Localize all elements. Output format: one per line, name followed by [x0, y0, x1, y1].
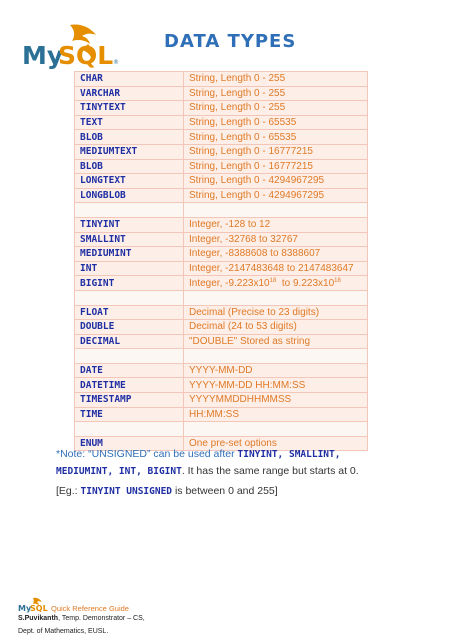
bigint-desc-prefix: Integer, -9.223x10: [189, 277, 270, 289]
table-row: [75, 422, 368, 437]
note-lead: *Note: “UNSIGNED” can be used after: [56, 448, 238, 460]
table-row: [75, 407, 368, 422]
type-name-cell: [75, 422, 184, 437]
type-desc-cell: Integer, -2147483648 to 2147483647: [184, 261, 368, 276]
table-row: [75, 276, 368, 291]
mysql-logo: [22, 23, 122, 69]
type-desc-cell: String, Length 0 - 255: [184, 101, 368, 116]
type-desc-cell: String, Length 0 - 16777215: [184, 144, 368, 159]
example-code: TINYINT UNSIGNED: [80, 486, 173, 497]
table-row: [75, 188, 368, 203]
type-desc-cell: Decimal (Precise to 23 digits): [184, 305, 368, 320]
type-name-cell: ENUM: [75, 436, 184, 451]
type-name-cell: BIGINT: [75, 276, 184, 291]
svg-text:My: My: [22, 41, 64, 69]
type-desc-cell: String, Length 0 - 4294967295: [184, 188, 368, 203]
type-desc-cell: YYYY-MM-DD HH:MM:SS: [184, 378, 368, 393]
type-name-cell: TEXT: [75, 115, 184, 130]
table-row: [75, 174, 368, 189]
table-row: [75, 72, 368, 87]
type-desc-cell: Decimal (24 to 53 digits): [184, 320, 368, 335]
page-title: DATA TYPES: [164, 31, 297, 52]
bigint-desc-exponent: 18: [269, 277, 277, 284]
type-desc-cell: String, Length 0 - 65535: [184, 130, 368, 145]
type-name-cell: MEDIUMTEXT: [75, 144, 184, 159]
footer-dept: Dept. of Mathematics, EUSL.: [18, 628, 109, 635]
type-desc-cell: "DOUBLE" Stored as string: [184, 334, 368, 349]
type-name-cell: [75, 349, 184, 364]
type-desc-cell: [184, 349, 368, 364]
table-row: [75, 290, 368, 305]
type-name-cell: DECIMAL: [75, 334, 184, 349]
table-row: [75, 130, 368, 145]
table-row: [75, 247, 368, 262]
type-name-cell: TIME: [75, 407, 184, 422]
table-row: [75, 261, 368, 276]
type-desc-cell: YYYYMMDDHHMMSS: [184, 393, 368, 408]
mysql-dolphin-logo: [22, 23, 122, 69]
table-row: [75, 232, 368, 247]
data-types-table: [74, 71, 368, 451]
type-name-cell: FLOAT: [75, 305, 184, 320]
type-name-cell: INT: [75, 261, 184, 276]
type-name-cell: TINYTEXT: [75, 101, 184, 116]
type-desc-cell: [184, 203, 368, 218]
type-name-cell: MEDIUMINT: [75, 247, 184, 262]
type-name-cell: DATE: [75, 363, 184, 378]
svg-text:My: My: [18, 604, 32, 613]
type-name-cell: BLOB: [75, 130, 184, 145]
type-desc-cell: Integer, -32768 to 32767: [184, 232, 368, 247]
footer-author: [18, 615, 145, 622]
type-desc-cell: HH:MM:SS: [184, 407, 368, 422]
type-name-cell: [75, 203, 184, 218]
type-desc-cell: YYYY-MM-DD: [184, 363, 368, 378]
type-desc-cell: [184, 276, 368, 291]
type-desc-cell: String, Length 0 - 255: [184, 86, 368, 101]
type-desc-cell: String, Length 0 - 65535: [184, 115, 368, 130]
note-code: TINYINT, SMALLINT, MEDIUMINT, INT, BIGINT: [56, 449, 341, 477]
type-desc-cell: Integer, -8388608 to 8388607: [184, 247, 368, 262]
footer-guide-label: Quick Reference Guide: [51, 604, 129, 613]
unsigned-note: [56, 446, 396, 480]
table-row: [75, 305, 368, 320]
unsigned-example: [56, 484, 396, 499]
table-row: [75, 334, 368, 349]
table-row: [75, 115, 368, 130]
type-name-cell: [75, 290, 184, 305]
author-role: , Temp. Demonstrator – CS,: [58, 615, 145, 622]
type-name-cell: BLOB: [75, 159, 184, 174]
table-row: [75, 349, 368, 364]
table-row: [75, 203, 368, 218]
type-desc-cell: String, Length 0 - 16777215: [184, 159, 368, 174]
example-tail: is between 0 and 255]: [172, 485, 278, 497]
table-row: [75, 217, 368, 232]
type-desc-cell: String, Length 0 - 255: [184, 72, 368, 87]
type-name-cell: SMALLINT: [75, 232, 184, 247]
type-name-cell: DOUBLE: [75, 320, 184, 335]
table-row: [75, 159, 368, 174]
footer-mysql-logo: [18, 597, 48, 613]
table-row: [75, 101, 368, 116]
table-row: [75, 144, 368, 159]
table-row: [75, 363, 368, 378]
type-desc-cell: One pre-set options: [184, 436, 368, 451]
type-desc-cell: String, Length 0 - 4294967295: [184, 174, 368, 189]
svg-text:®: ®: [113, 59, 119, 66]
bigint-desc-exponent: 18: [334, 277, 341, 284]
type-desc-cell: [184, 422, 368, 437]
type-name-cell: LONGBLOB: [75, 188, 184, 203]
table-row: [75, 378, 368, 393]
table-row: [75, 320, 368, 335]
footer-dolphin-icon: [18, 597, 48, 613]
type-name-cell: LONGTEXT: [75, 174, 184, 189]
type-desc-cell: Integer, -128 to 12: [184, 217, 368, 232]
type-name-cell: TIMESTAMP: [75, 393, 184, 408]
svg-text:SQL: SQL: [30, 604, 48, 613]
type-name-cell: DATETIME: [75, 378, 184, 393]
type-name-cell: TINYINT: [75, 217, 184, 232]
type-name-cell: CHAR: [75, 72, 184, 87]
note-tail: . It has the same range but starts at 0.: [181, 465, 359, 477]
table-row: [75, 393, 368, 408]
bigint-desc-middle: to 9.223x10: [276, 277, 335, 289]
svg-text:SQL: SQL: [58, 41, 114, 69]
example-prefix: [Eg.:: [56, 485, 81, 497]
author-name: S.Puvikanth: [18, 615, 59, 622]
table-row: [75, 86, 368, 101]
type-desc-cell: [184, 290, 368, 305]
type-name-cell: VARCHAR: [75, 86, 184, 101]
